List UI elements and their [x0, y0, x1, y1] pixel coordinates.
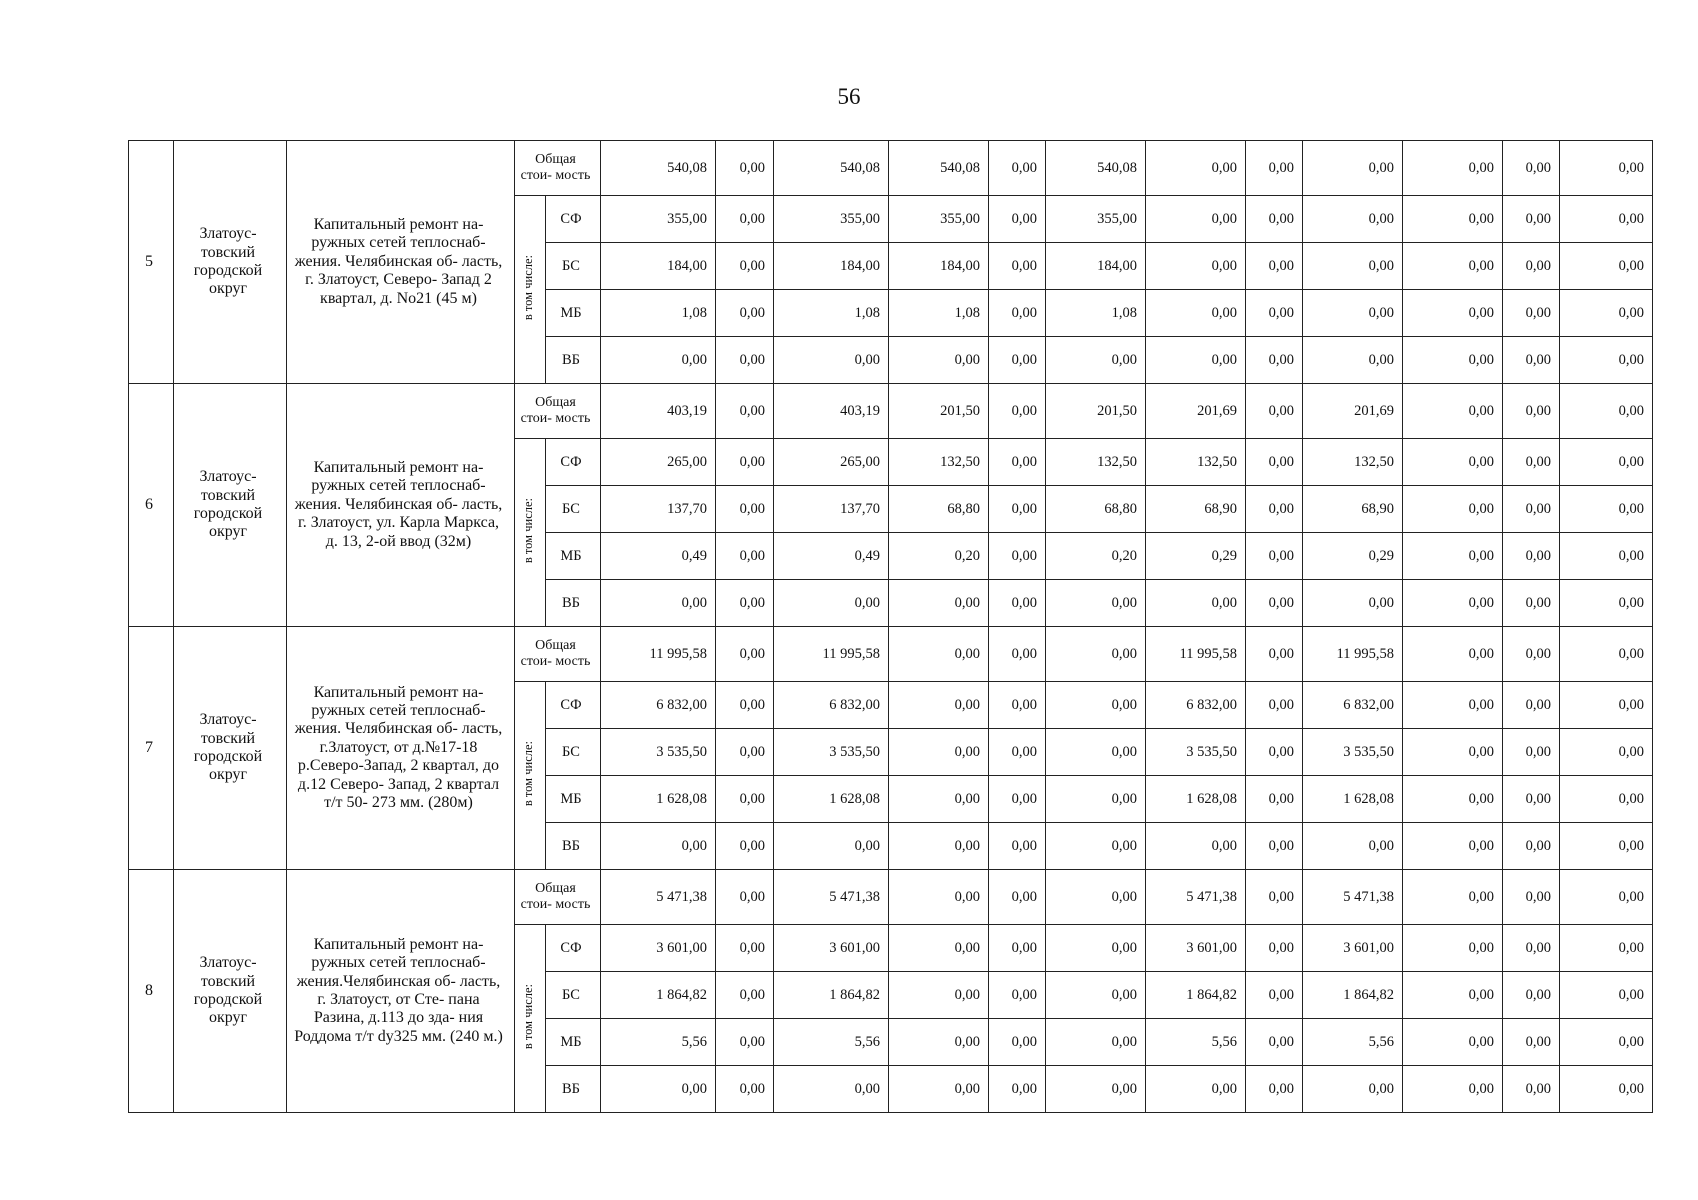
total-value-cell: 0,00 — [1560, 141, 1653, 196]
funding-source-label: МБ — [546, 290, 601, 337]
funding-value-cell: 0,00 — [601, 823, 716, 870]
funding-value-cell: 132,50 — [1146, 439, 1246, 486]
funding-value-cell: 0,00 — [1146, 823, 1246, 870]
funding-value-cell: 1,08 — [1046, 290, 1146, 337]
funding-value-cell: 137,70 — [774, 486, 889, 533]
funding-value-cell: 0,00 — [1246, 972, 1303, 1019]
total-value-cell: 0,00 — [716, 384, 774, 439]
total-value-cell: 0,00 — [1503, 141, 1560, 196]
funding-value-cell: 0,00 — [989, 290, 1046, 337]
funding-value-cell: 0,00 — [1560, 776, 1653, 823]
funding-value-cell: 0,00 — [1503, 925, 1560, 972]
total-value-cell: 201,69 — [1303, 384, 1403, 439]
funding-value-cell: 0,00 — [1560, 337, 1653, 384]
funding-value-cell: 0,00 — [1246, 290, 1303, 337]
project-total-row — [129, 870, 1653, 925]
funding-value-cell: 0,00 — [601, 580, 716, 627]
funding-source-label: СФ — [546, 196, 601, 243]
total-value-cell: 0,00 — [989, 384, 1046, 439]
total-value-cell: 5 471,38 — [601, 870, 716, 925]
total-value-cell: 540,08 — [601, 141, 716, 196]
total-value-cell: 0,00 — [989, 141, 1046, 196]
budget-table — [128, 140, 1653, 1113]
funding-value-cell: 0,00 — [1246, 729, 1303, 776]
funding-value-cell: 1 628,08 — [1146, 776, 1246, 823]
funding-value-cell: 68,80 — [1046, 486, 1146, 533]
funding-value-cell: 0,00 — [716, 196, 774, 243]
funding-value-cell: 5,56 — [601, 1019, 716, 1066]
funding-value-cell: 0,00 — [1246, 243, 1303, 290]
funding-value-cell: 0,00 — [889, 729, 989, 776]
funding-value-cell: 0,00 — [1503, 486, 1560, 533]
funding-value-cell: 0,00 — [889, 823, 989, 870]
funding-value-cell: 0,00 — [716, 729, 774, 776]
funding-source-label: БС — [546, 243, 601, 290]
total-value-cell: 0,00 — [1503, 870, 1560, 925]
project-index: 8 — [129, 870, 174, 1113]
funding-value-cell: 0,00 — [1246, 337, 1303, 384]
funding-value-cell: 0,00 — [1403, 1019, 1503, 1066]
funding-value-cell: 0,00 — [1560, 682, 1653, 729]
funding-value-cell: 0,00 — [1046, 776, 1146, 823]
total-value-cell: 11 995,58 — [1146, 627, 1246, 682]
funding-value-cell: 0,00 — [716, 533, 774, 580]
funding-value-cell: 0,00 — [889, 972, 989, 1019]
funding-value-cell: 132,50 — [1046, 439, 1146, 486]
total-value-cell: 0,00 — [1246, 141, 1303, 196]
project-district: Златоус- товский городской округ — [174, 627, 287, 870]
funding-value-cell: 0,00 — [1246, 925, 1303, 972]
funding-value-cell: 0,00 — [1503, 196, 1560, 243]
funding-value-cell: 6 832,00 — [601, 682, 716, 729]
total-value-cell: 0,00 — [1560, 384, 1653, 439]
funding-value-cell: 1,08 — [774, 290, 889, 337]
funding-value-cell: 0,00 — [774, 337, 889, 384]
funding-value-cell: 0,00 — [1403, 290, 1503, 337]
total-value-cell: 0,00 — [1403, 141, 1503, 196]
total-value-cell: 0,00 — [1246, 870, 1303, 925]
total-value-cell: 0,00 — [1560, 870, 1653, 925]
funding-value-cell: 0,00 — [601, 337, 716, 384]
funding-value-cell: 3 535,50 — [774, 729, 889, 776]
project-total-row — [129, 141, 1653, 196]
funding-value-cell: 0,00 — [989, 682, 1046, 729]
funding-value-cell: 1,08 — [601, 290, 716, 337]
funding-value-cell: 0,00 — [1403, 196, 1503, 243]
funding-value-cell: 0,00 — [1403, 439, 1503, 486]
funding-value-cell: 1 864,82 — [1146, 972, 1246, 1019]
funding-value-cell: 0,00 — [1403, 533, 1503, 580]
funding-value-cell: 0,00 — [989, 823, 1046, 870]
funding-value-cell: 355,00 — [889, 196, 989, 243]
project-description: Капитальный ремонт на- ружных сетей теплоснаб- жения. Челябинская об- ласть, г.Златоуст, от д.№17-18 р.Северо-Запад, 2 квартал, до д.12 Северо- Запад, 2 квартал т/т 50- 273 мм. (280м) — [287, 627, 515, 870]
funding-value-cell: 0,00 — [1303, 337, 1403, 384]
total-value-cell: 0,00 — [1246, 384, 1303, 439]
funding-value-cell: 0,00 — [1146, 290, 1246, 337]
funding-value-cell: 0,00 — [716, 243, 774, 290]
funding-value-cell: 0,00 — [716, 925, 774, 972]
funding-value-cell: 0,00 — [1403, 580, 1503, 627]
funding-value-cell: 0,00 — [1246, 682, 1303, 729]
project-index: 7 — [129, 627, 174, 870]
project-total-row — [129, 627, 1653, 682]
funding-value-cell: 0,20 — [889, 533, 989, 580]
funding-value-cell: 0,00 — [889, 1019, 989, 1066]
funding-value-cell: 0,00 — [1046, 823, 1146, 870]
funding-value-cell: 0,00 — [1146, 580, 1246, 627]
funding-value-cell: 0,00 — [716, 823, 774, 870]
funding-value-cell: 0,00 — [1560, 486, 1653, 533]
funding-value-cell: 0,00 — [1560, 1066, 1653, 1113]
total-value-cell: 0,00 — [1246, 627, 1303, 682]
funding-value-cell: 0,00 — [1560, 196, 1653, 243]
funding-value-cell: 1 864,82 — [774, 972, 889, 1019]
funding-value-cell: 0,00 — [889, 1066, 989, 1113]
funding-source-label: МБ — [546, 776, 601, 823]
project-district: Златоус- товский городской округ — [174, 141, 287, 384]
funding-value-cell: 0,00 — [1560, 290, 1653, 337]
funding-value-cell: 0,00 — [1503, 290, 1560, 337]
funding-value-cell: 3 535,50 — [601, 729, 716, 776]
funding-source-label: БС — [546, 729, 601, 776]
total-value-cell: 0,00 — [1046, 870, 1146, 925]
funding-value-cell: 265,00 — [601, 439, 716, 486]
project-index: 6 — [129, 384, 174, 627]
funding-value-cell: 0,00 — [889, 337, 989, 384]
funding-value-cell: 0,00 — [1503, 776, 1560, 823]
total-value-cell: 11 995,58 — [774, 627, 889, 682]
funding-value-cell: 5,56 — [1146, 1019, 1246, 1066]
funding-value-cell: 184,00 — [601, 243, 716, 290]
funding-value-cell: 0,00 — [1246, 196, 1303, 243]
total-value-cell: 0,00 — [1403, 384, 1503, 439]
funding-source-label: СФ — [546, 439, 601, 486]
total-value-cell: 0,00 — [716, 870, 774, 925]
funding-value-cell: 0,00 — [1046, 580, 1146, 627]
including-label: в том числе: — [520, 497, 535, 563]
funding-value-cell: 0,00 — [1403, 486, 1503, 533]
total-value-cell: 11 995,58 — [1303, 627, 1403, 682]
funding-value-cell: 184,00 — [889, 243, 989, 290]
funding-value-cell: 0,00 — [1246, 823, 1303, 870]
funding-value-cell: 1 864,82 — [601, 972, 716, 1019]
total-value-cell: 5 471,38 — [1146, 870, 1246, 925]
funding-value-cell: 0,00 — [989, 533, 1046, 580]
funding-value-cell: 1 628,08 — [601, 776, 716, 823]
funding-value-cell: 0,00 — [716, 439, 774, 486]
funding-value-cell: 0,00 — [716, 682, 774, 729]
funding-value-cell: 6 832,00 — [1146, 682, 1246, 729]
funding-value-cell: 0,00 — [989, 439, 1046, 486]
funding-source-label: ВБ — [546, 580, 601, 627]
total-value-cell: 0,00 — [989, 870, 1046, 925]
funding-value-cell: 0,00 — [889, 682, 989, 729]
funding-source-label: ВБ — [546, 337, 601, 384]
total-value-cell: 0,00 — [1403, 870, 1503, 925]
including-label: в том числе: — [520, 740, 535, 806]
funding-value-cell: 0,00 — [1246, 776, 1303, 823]
funding-value-cell: 0,00 — [1503, 243, 1560, 290]
funding-value-cell: 0,00 — [1303, 243, 1403, 290]
funding-value-cell: 0,00 — [1046, 729, 1146, 776]
funding-value-cell: 0,00 — [1503, 1066, 1560, 1113]
funding-value-cell: 0,00 — [1560, 580, 1653, 627]
funding-value-cell: 0,00 — [989, 729, 1046, 776]
project-district: Златоус- товский городской округ — [174, 870, 287, 1113]
total-value-cell: 403,19 — [601, 384, 716, 439]
funding-value-cell: 355,00 — [1046, 196, 1146, 243]
funding-value-cell: 0,00 — [1046, 972, 1146, 1019]
funding-value-cell: 0,00 — [1046, 682, 1146, 729]
total-cost-label: Общая стои- мость — [515, 141, 601, 196]
funding-value-cell: 0,29 — [1303, 533, 1403, 580]
total-value-cell: 5 471,38 — [1303, 870, 1403, 925]
funding-value-cell: 3 601,00 — [774, 925, 889, 972]
funding-value-cell: 355,00 — [601, 196, 716, 243]
funding-value-cell: 0,00 — [716, 1019, 774, 1066]
funding-value-cell: 0,00 — [1403, 729, 1503, 776]
total-value-cell: 11 995,58 — [601, 627, 716, 682]
funding-value-cell: 0,00 — [1146, 1066, 1246, 1113]
funding-value-cell: 0,00 — [1503, 533, 1560, 580]
funding-value-cell: 0,00 — [716, 486, 774, 533]
funding-value-cell: 184,00 — [1046, 243, 1146, 290]
funding-value-cell: 0,00 — [716, 580, 774, 627]
funding-value-cell: 0,00 — [1246, 1066, 1303, 1113]
project-description: Капитальный ремонт на- ружных сетей теплоснаб- жения. Челябинская об- ласть, г. Златоуст, Северо- Запад 2 квартал, д. No21 (45 м) — [287, 141, 515, 384]
total-cost-label: Общая стои- мость — [515, 384, 601, 439]
total-value-cell: 0,00 — [1503, 627, 1560, 682]
funding-value-cell: 0,00 — [716, 776, 774, 823]
funding-value-cell: 0,00 — [1503, 580, 1560, 627]
funding-value-cell: 68,90 — [1303, 486, 1403, 533]
funding-value-cell: 0,00 — [889, 776, 989, 823]
funding-value-cell: 1 628,08 — [774, 776, 889, 823]
funding-value-cell: 3 601,00 — [601, 925, 716, 972]
funding-value-cell: 0,00 — [1146, 243, 1246, 290]
funding-value-cell: 1,08 — [889, 290, 989, 337]
funding-source-label: МБ — [546, 1019, 601, 1066]
funding-value-cell: 0,00 — [989, 243, 1046, 290]
funding-value-cell: 0,00 — [1403, 243, 1503, 290]
funding-source-label: СФ — [546, 682, 601, 729]
funding-value-cell: 0,00 — [1046, 1066, 1146, 1113]
funding-value-cell: 0,00 — [774, 823, 889, 870]
total-value-cell: 0,00 — [889, 627, 989, 682]
including-label: в том числе: — [520, 983, 535, 1049]
total-value-cell: 0,00 — [989, 627, 1046, 682]
funding-value-cell: 0,00 — [774, 580, 889, 627]
funding-value-cell: 3 535,50 — [1303, 729, 1403, 776]
including-label: в том числе: — [520, 254, 535, 320]
funding-value-cell: 0,00 — [1403, 682, 1503, 729]
funding-value-cell: 0,00 — [1503, 439, 1560, 486]
funding-value-cell: 0,49 — [774, 533, 889, 580]
total-value-cell: 0,00 — [716, 627, 774, 682]
total-value-cell: 201,69 — [1146, 384, 1246, 439]
funding-value-cell: 0,00 — [989, 1019, 1046, 1066]
total-value-cell: 0,00 — [1560, 627, 1653, 682]
including-label-cell — [515, 682, 546, 870]
total-value-cell: 0,00 — [1403, 627, 1503, 682]
total-value-cell: 403,19 — [774, 384, 889, 439]
funding-value-cell: 0,00 — [1403, 1066, 1503, 1113]
project-district: Златоус- товский городской округ — [174, 384, 287, 627]
project-description: Капитальный ремонт на- ружных сетей теплоснаб- жения.Челябинская об- ласть, г. Златоуст, от Сте- пана Разина, д.113 до зда- ния Роддома т/т dy325 мм. (240 м.) — [287, 870, 515, 1113]
funding-value-cell: 0,00 — [1303, 823, 1403, 870]
funding-value-cell: 0,00 — [601, 1066, 716, 1113]
funding-value-cell: 0,00 — [1560, 533, 1653, 580]
funding-value-cell: 0,00 — [716, 1066, 774, 1113]
funding-value-cell: 0,00 — [889, 580, 989, 627]
funding-value-cell: 0,00 — [989, 776, 1046, 823]
funding-value-cell: 0,00 — [989, 337, 1046, 384]
total-value-cell: 0,00 — [1303, 141, 1403, 196]
funding-value-cell: 0,00 — [1303, 290, 1403, 337]
funding-value-cell: 0,00 — [989, 580, 1046, 627]
funding-value-cell: 137,70 — [601, 486, 716, 533]
funding-value-cell: 68,90 — [1146, 486, 1246, 533]
funding-value-cell: 0,00 — [989, 1066, 1046, 1113]
funding-value-cell: 0,00 — [1303, 580, 1403, 627]
funding-value-cell: 0,00 — [989, 972, 1046, 1019]
total-value-cell: 201,50 — [1046, 384, 1146, 439]
total-value-cell: 540,08 — [774, 141, 889, 196]
funding-value-cell: 0,00 — [716, 290, 774, 337]
total-value-cell: 540,08 — [889, 141, 989, 196]
funding-value-cell: 0,00 — [1246, 1019, 1303, 1066]
funding-value-cell: 0,00 — [774, 1066, 889, 1113]
funding-value-cell: 0,00 — [1560, 439, 1653, 486]
funding-value-cell: 0,00 — [1303, 1066, 1403, 1113]
funding-value-cell: 132,50 — [889, 439, 989, 486]
including-label-cell — [515, 196, 546, 384]
funding-value-cell: 0,00 — [1246, 439, 1303, 486]
funding-value-cell: 3 601,00 — [1146, 925, 1246, 972]
funding-value-cell: 0,00 — [989, 486, 1046, 533]
funding-value-cell: 0,00 — [1560, 972, 1653, 1019]
funding-value-cell: 0,00 — [1503, 823, 1560, 870]
funding-value-cell: 0,00 — [1146, 196, 1246, 243]
funding-value-cell: 0,00 — [989, 925, 1046, 972]
funding-value-cell: 0,00 — [989, 196, 1046, 243]
funding-value-cell: 0,00 — [1503, 1019, 1560, 1066]
funding-value-cell: 3 601,00 — [1303, 925, 1403, 972]
funding-value-cell: 0,00 — [1403, 823, 1503, 870]
funding-value-cell: 355,00 — [774, 196, 889, 243]
funding-source-label: ВБ — [546, 823, 601, 870]
total-value-cell: 540,08 — [1046, 141, 1146, 196]
page-number: 56 — [837, 84, 861, 109]
funding-value-cell: 0,00 — [1046, 337, 1146, 384]
funding-value-cell: 184,00 — [774, 243, 889, 290]
funding-value-cell: 3 535,50 — [1146, 729, 1246, 776]
total-value-cell: 201,50 — [889, 384, 989, 439]
funding-value-cell: 5,56 — [1303, 1019, 1403, 1066]
funding-value-cell: 0,00 — [1046, 1019, 1146, 1066]
funding-value-cell: 0,00 — [716, 972, 774, 1019]
total-value-cell: 0,00 — [1503, 384, 1560, 439]
funding-value-cell: 0,00 — [1560, 925, 1653, 972]
funding-value-cell: 0,00 — [1560, 823, 1653, 870]
funding-source-label: МБ — [546, 533, 601, 580]
funding-value-cell: 0,00 — [1560, 1019, 1653, 1066]
funding-value-cell: 0,00 — [1403, 925, 1503, 972]
funding-value-cell: 5,56 — [774, 1019, 889, 1066]
funding-value-cell: 0,29 — [1146, 533, 1246, 580]
funding-value-cell: 265,00 — [774, 439, 889, 486]
funding-value-cell: 0,00 — [1403, 972, 1503, 1019]
project-description: Капитальный ремонт на- ружных сетей теплоснаб- жения. Челябинская об- ласть, г. Златоуст, ул. Карла Маркса, д. 13, 2-ой ввод (32м) — [287, 384, 515, 627]
funding-value-cell: 0,00 — [716, 337, 774, 384]
funding-value-cell: 0,49 — [601, 533, 716, 580]
total-value-cell: 5 471,38 — [774, 870, 889, 925]
funding-source-label: БС — [546, 486, 601, 533]
funding-source-label: ВБ — [546, 1066, 601, 1113]
funding-value-cell: 0,00 — [1503, 729, 1560, 776]
funding-value-cell: 0,00 — [1403, 776, 1503, 823]
funding-value-cell: 0,00 — [1503, 972, 1560, 1019]
funding-value-cell: 0,00 — [1246, 486, 1303, 533]
funding-value-cell: 0,20 — [1046, 533, 1146, 580]
project-index: 5 — [129, 141, 174, 384]
funding-value-cell: 6 832,00 — [1303, 682, 1403, 729]
funding-value-cell: 0,00 — [1146, 337, 1246, 384]
funding-value-cell: 132,50 — [1303, 439, 1403, 486]
funding-value-cell: 68,80 — [889, 486, 989, 533]
funding-value-cell: 0,00 — [1560, 243, 1653, 290]
total-cost-label: Общая стои- мость — [515, 627, 601, 682]
including-label-cell — [515, 925, 546, 1113]
funding-value-cell: 0,00 — [1560, 729, 1653, 776]
funding-value-cell: 0,00 — [1503, 337, 1560, 384]
funding-value-cell: 0,00 — [1246, 580, 1303, 627]
total-cost-label: Общая стои- мость — [515, 870, 601, 925]
total-value-cell: 0,00 — [716, 141, 774, 196]
funding-value-cell: 0,00 — [1303, 196, 1403, 243]
funding-value-cell: 1 864,82 — [1303, 972, 1403, 1019]
funding-value-cell: 0,00 — [889, 925, 989, 972]
funding-value-cell: 0,00 — [1503, 682, 1560, 729]
funding-source-label: СФ — [546, 925, 601, 972]
funding-value-cell: 6 832,00 — [774, 682, 889, 729]
funding-value-cell: 0,00 — [1046, 925, 1146, 972]
project-total-row — [129, 384, 1653, 439]
total-value-cell: 0,00 — [1046, 627, 1146, 682]
funding-value-cell: 0,00 — [1403, 337, 1503, 384]
including-label-cell — [515, 439, 546, 627]
funding-value-cell: 0,00 — [1246, 533, 1303, 580]
total-value-cell: 0,00 — [889, 870, 989, 925]
total-value-cell: 0,00 — [1146, 141, 1246, 196]
funding-source-label: БС — [546, 972, 601, 1019]
funding-value-cell: 1 628,08 — [1303, 776, 1403, 823]
